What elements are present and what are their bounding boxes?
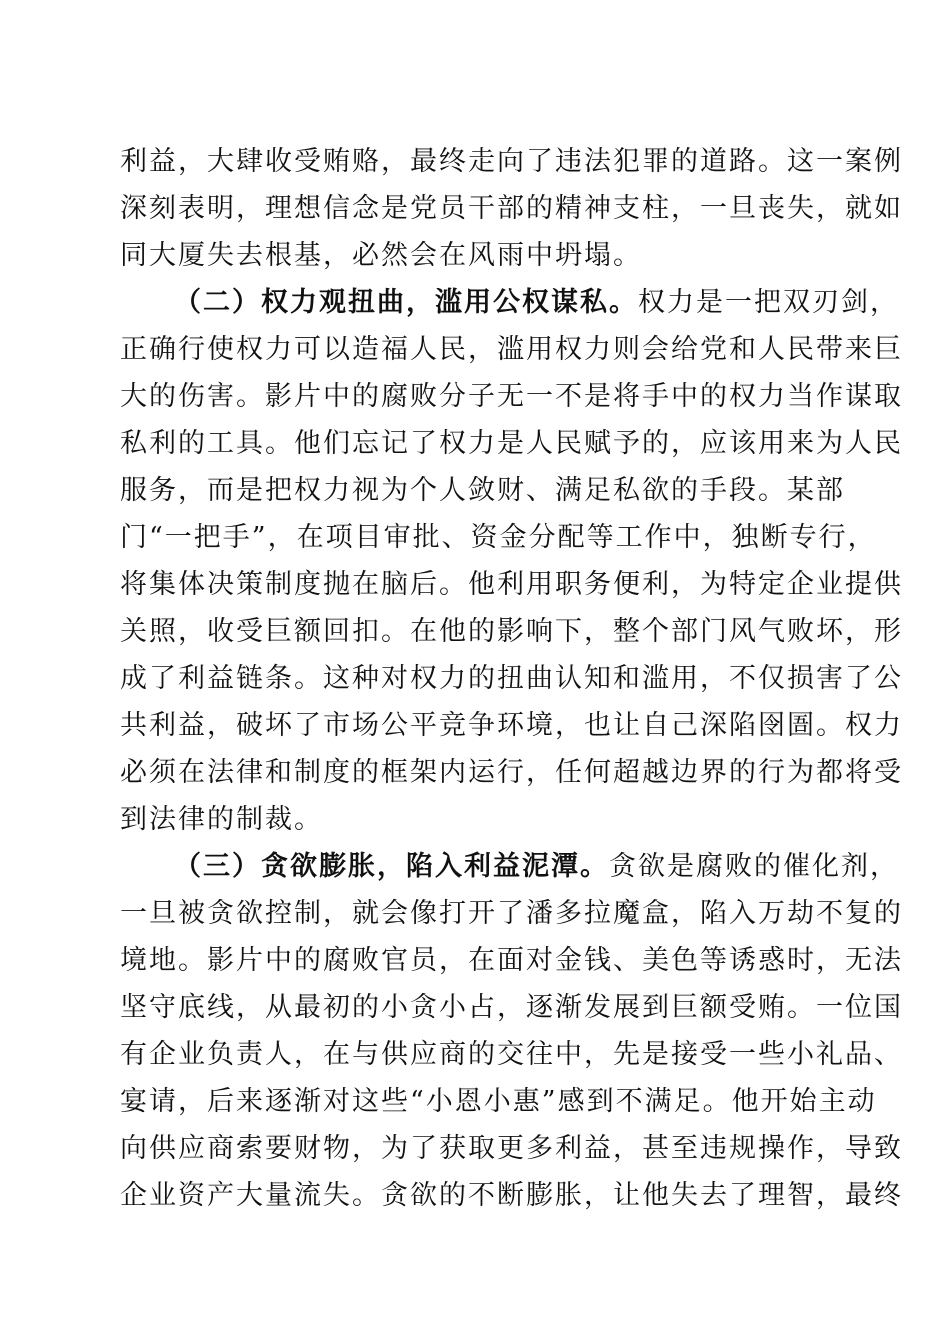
paragraph-2-line-9: 成了利益链条。这种对权力的扭曲认知和滥用，不仅损害了公 <box>120 663 903 694</box>
paragraph-2-line-2: 正确行使权力可以造福人民，滥用权力则会给党和人民带来巨 <box>120 334 903 365</box>
paragraph-3-first-line <box>120 843 899 890</box>
section-heading-3: （三）贪欲膨胀，陷入利益泥潭。 <box>174 851 609 882</box>
paragraph-2-line-4: 私利的工具。他们忘记了权力是人民赋予的，应该用来为人民 <box>120 428 903 459</box>
paragraph-2-line-8: 关照，收受巨额回扣。在他的影响下，整个部门风气败坏，形 <box>120 616 903 647</box>
document-body <box>120 138 903 1219</box>
paragraph-2-line-12: 到法律的制裁。 <box>120 804 323 835</box>
paragraph-2-line-3: 大的伤害。影片中的腐败分子无一不是将手中的权力当作谋取 <box>120 381 903 412</box>
paragraph-3-line-6: 宴请，后来逐渐对这些“小恩小惠”感到不满足。他开始主动 <box>120 1086 877 1117</box>
paragraph-2-first-line <box>120 279 899 326</box>
paragraph-1-line-3: 同大厦失去根基，必然会在风雨中坍塌。 <box>120 240 642 271</box>
section-heading-2: （二）权力观扭曲，滥用公权谋私。 <box>174 287 638 318</box>
paragraph-3-line-2: 一旦被贪欲控制，就会像打开了潘多拉魔盒，陷入万劫不复的 <box>120 898 903 929</box>
paragraph-2-line-6: 门“一把手”，在项目审批、资金分配等工作中，独断专行， <box>120 522 877 553</box>
paragraph-3-first-line-text: 贪欲是腐败的催化剂， <box>609 851 899 882</box>
paragraph-2-line-10: 共利益，破坏了市场公平竞争环境，也让自己深陷囹圄。权力 <box>120 710 903 741</box>
paragraph-2-line-11: 必须在法律和制度的框架内运行，任何超越边界的行为都将受 <box>120 757 903 788</box>
paragraph-3-line-8: 企业资产大量流失。贪欲的不断膨胀，让他失去了理智，最终 <box>120 1180 903 1211</box>
paragraph-3-line-7: 向供应商索要财物，为了获取更多利益，甚至违规操作，导致 <box>120 1133 903 1164</box>
paragraph-3-line-5: 有企业负责人，在与供应商的交往中，先是接受一些小礼品、 <box>120 1039 903 1070</box>
paragraph-1-line-2: 深刻表明，理想信念是党员干部的精神支柱，一旦丧失，就如 <box>120 193 903 224</box>
paragraph-1-line-1: 利益，大肆收受贿赂，最终走向了违法犯罪的道路。这一案例 <box>120 146 903 177</box>
paragraph-3-line-3: 境地。影片中的腐败官员，在面对金钱、美色等诱惑时，无法 <box>120 945 903 976</box>
paragraph-3-line-4: 坚守底线，从最初的小贪小占，逐渐发展到巨额受贿。一位国 <box>120 992 903 1023</box>
paragraph-2-line-7: 将集体决策制度抛在脑后。他利用职务便利，为特定企业提供 <box>120 569 903 600</box>
paragraph-2-line-5: 服务，而是把权力视为个人敛财、满足私欲的手段。某部 <box>120 475 845 506</box>
paragraph-2-first-line-text: 权力是一把双刃剑， <box>638 287 899 318</box>
